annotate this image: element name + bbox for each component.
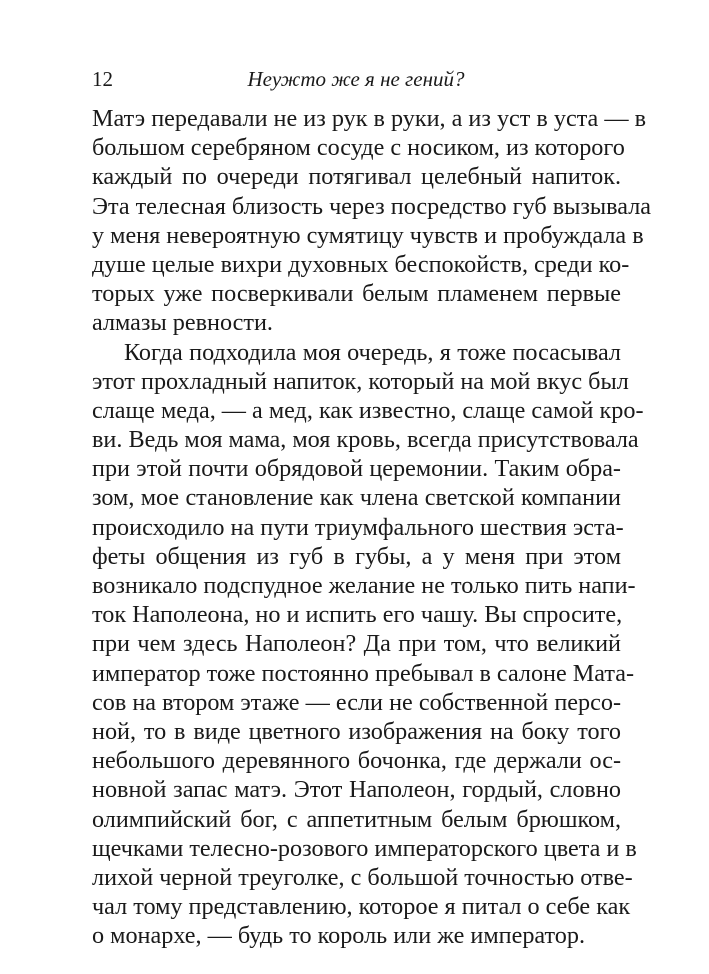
- text-line: алмазы ревности.: [92, 309, 273, 337]
- text-line: феты общения из губ в губы, а у меня при этом: [92, 542, 621, 570]
- text-line: о монархе, — будь то король или же император.: [92, 922, 586, 950]
- page-number: 12: [92, 67, 113, 91]
- text-line: чал тому представлению, которое я питал о себе как: [92, 893, 631, 921]
- text-line: торых уже посверкивали белым пламенем первые: [92, 280, 621, 308]
- text-line: возникало подспудное желание не только пить напи-: [92, 572, 636, 599]
- text-line: каждый по очереди потягивал целебный напиток.: [92, 163, 621, 191]
- text-line: душе целые вихри духовных беспокойств, среди ко-: [92, 250, 630, 278]
- text-line: новной запас матэ. Этот Наполеон, гордый, словно: [92, 776, 621, 804]
- text-line: слаще меда, — а мед, как известно, слаще самой кро-: [92, 396, 644, 424]
- paragraph-1: [92, 104, 652, 338]
- text-line: Когда подходила моя очередь, я тоже посасывал: [124, 338, 621, 366]
- text-line: небольшого деревянного бочонка, где держали ос-: [92, 747, 621, 775]
- text-line: сов на втором этаже — если не собственной персо-: [92, 688, 621, 716]
- text-line: происходило на пути триумфального шествия эста-: [92, 513, 624, 541]
- running-title: Неужто же я не гений?: [247, 67, 465, 91]
- text-line: олимпийский бог, с аппетитным белым брюшком,: [92, 805, 621, 833]
- body-text: [92, 104, 652, 950]
- text-line: при чем здесь Наполеон? Да при том, что великий: [92, 630, 621, 658]
- text-line: ток Наполеона, но и испить его чашу. Вы спросите,: [92, 601, 623, 629]
- text-line: при этой почти обрядовой церемонии. Таким обра-: [92, 455, 621, 483]
- text-line: большом серебряном сосуде с носиком, из которого: [92, 134, 625, 162]
- running-head: [92, 64, 620, 94]
- text-line: этот прохладный напиток, который на мой вкус был: [92, 367, 629, 395]
- paragraph-2: [92, 338, 644, 951]
- text-line: император тоже постоянно пребывал в салоне Мата-: [92, 659, 635, 687]
- text-line: у меня невероятную сумятицу чувств и пробуждала в: [92, 221, 644, 249]
- text-line: ной, то в виде цветного изображения на боку того: [92, 717, 621, 745]
- text-line: зом, мое становление как члена светской компании: [92, 484, 621, 512]
- text-line: Эта телесная близость через посредство губ вызывала: [92, 192, 652, 220]
- text-line: щечками телесно-розового императорского цвета и в: [92, 834, 637, 862]
- text-line: Матэ передавали не из рук в руки, а из уст в уста — в: [92, 105, 646, 132]
- text-line: лихой черной треуголке, с большой точностью отве-: [92, 863, 633, 891]
- text-line: ви. Ведь моя мама, моя кровь, всегда присутствовала: [92, 426, 639, 454]
